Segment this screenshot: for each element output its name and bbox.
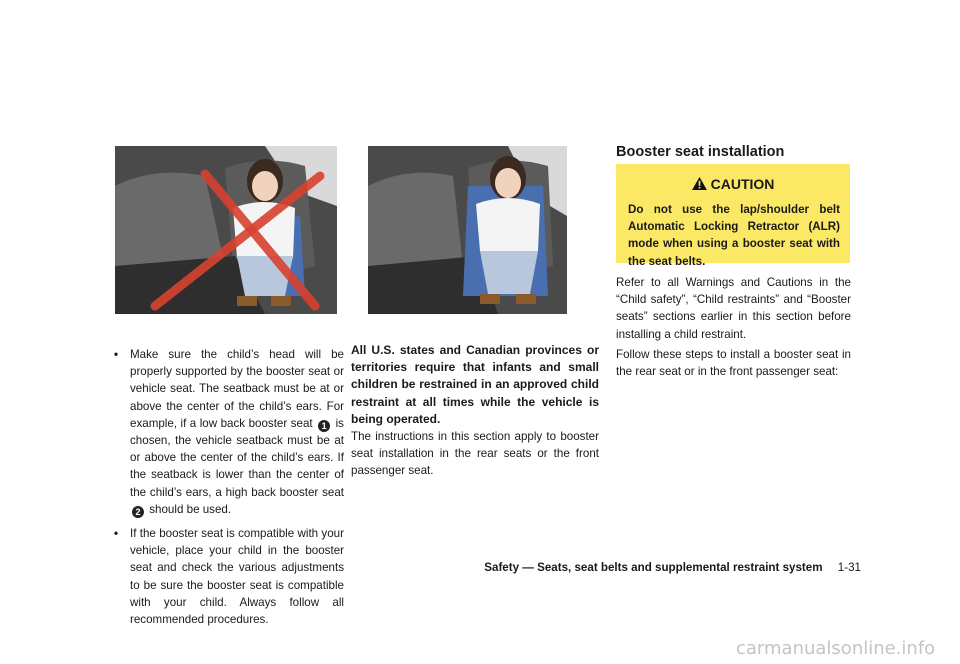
page-number: 1-31 <box>837 561 861 574</box>
watermark: carmanualsonline.info <box>736 638 936 659</box>
illustration-correct-booster <box>368 146 567 314</box>
bullet-text-part: should be used. <box>149 502 232 516</box>
caution-header <box>616 176 850 192</box>
bullet-text: If the booster seat is compatible with your vehicle, place your child in the booster seat and check the various adjustments to be sure the booster seat is compatible with your child. Always follow all recommended procedures. <box>130 527 344 627</box>
footer-section-title: Safety — Seats, seat belts and supplemental restraint system <box>484 561 823 574</box>
bullet-item <box>114 346 344 518</box>
instructions-paragraph: The instructions in this section apply to booster seat installation in the rear seats or the front passenger seat. <box>351 430 599 478</box>
bullet-icon: • <box>114 348 119 361</box>
illustration-incorrect-booster <box>115 146 337 314</box>
column-2 <box>351 342 599 480</box>
bullet-icon: • <box>114 527 119 541</box>
refer-paragraph: Refer to all Warnings and Cautions in the “Child safety”, “Child restraints” and “Booster seats” sections earlier in this section before installing a child restraint. <box>616 276 851 341</box>
bullet-item <box>114 525 344 628</box>
bullet-text-part: is chosen, the vehicle seatback must be at or above the center of the child’s ears. If the seatback is lower than the center of the child’s ears, a high back booster seat <box>130 416 344 499</box>
section-heading: Booster seat installation <box>616 144 785 160</box>
callout-2-icon: 2 <box>132 506 144 518</box>
legal-requirement-paragraph: All U.S. states and Canadian provinces or territories require that infants and small children be restrained in an approved child restraint at all times while the vehicle is being operated. <box>351 343 599 426</box>
caution-text: Do not use the lap/shoulder belt Automatic Locking Retractor (ALR) mode when using a booster seat with the seat belts. <box>628 203 840 268</box>
warning-triangle-icon <box>692 177 707 190</box>
caution-label: CAUTION <box>710 176 775 192</box>
page-footer <box>484 561 861 574</box>
bullet-text-part: Make sure the child’s head will be properly supported by the booster seat or vehicle seat. The seatback must be at or above the center of the child’s ears. For example, if a low back booster seat <box>130 348 344 430</box>
bullet-list <box>114 346 344 628</box>
column-3-text <box>616 274 851 380</box>
steps-intro-paragraph: Follow these steps to install a booster seat in the rear seat or in the front passenger seat: <box>616 347 851 379</box>
callout-1-icon: 1 <box>318 420 330 432</box>
caution-box <box>616 164 850 268</box>
